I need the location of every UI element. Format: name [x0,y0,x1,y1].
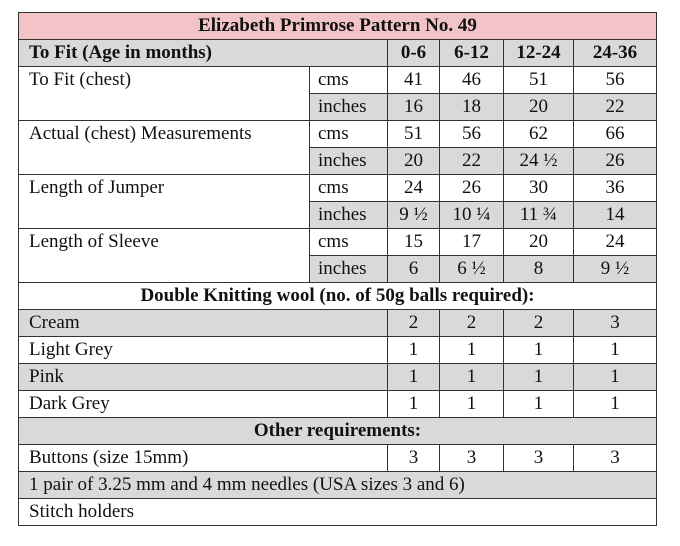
value-cell: 51 [388,121,440,148]
value-cell: 1 [574,391,657,418]
other-heading: Other requirements: [19,418,657,445]
value-cell: 1 [388,337,440,364]
value-cell: 26 [574,148,657,175]
needles-text: 1 pair of 3.25 mm and 4 mm needles (USA sizes 3 and 6) [19,472,657,499]
value-cell: 24 [388,175,440,202]
value-cell: 3 [388,445,440,472]
size-header-cell: 0-6 [388,40,440,67]
value-cell: 36 [574,175,657,202]
value-cell: 26 [440,175,504,202]
wool-heading-row [19,283,657,310]
value-cell: 6 ½ [440,256,504,283]
value-cell: 41 [388,67,440,94]
wool-row [19,337,657,364]
size-header-cell: 24-36 [574,40,657,67]
value-cell: 3 [574,445,657,472]
value-cell: 18 [440,94,504,121]
value-cell: 1 [440,364,504,391]
value-cell: 1 [504,337,574,364]
title-row [19,13,657,40]
value-cell: 46 [440,67,504,94]
measurement-label: Actual (chest) Measurements [19,121,310,175]
unit-cell: cms [310,175,388,202]
wool-label: Light Grey [19,337,388,364]
size-header-label: To Fit (Age in months) [19,40,388,67]
value-cell: 3 [504,445,574,472]
value-cell: 10 ¼ [440,202,504,229]
value-cell: 9 ½ [388,202,440,229]
size-header-cell: 6-12 [440,40,504,67]
value-cell: 20 [504,94,574,121]
measurement-row [19,121,657,148]
value-cell: 20 [504,229,574,256]
value-cell: 1 [440,391,504,418]
unit-cell: cms [310,229,388,256]
value-cell: 9 ½ [574,256,657,283]
value-cell: 1 [574,337,657,364]
buttons-row [19,445,657,472]
value-cell: 2 [388,310,440,337]
measurement-label: Length of Sleeve [19,229,310,283]
needles-row [19,472,657,499]
holders-row [19,499,657,526]
wool-row [19,391,657,418]
unit-cell: inches [310,202,388,229]
value-cell: 2 [504,310,574,337]
value-cell: 15 [388,229,440,256]
wool-label: Dark Grey [19,391,388,418]
wool-label: Cream [19,310,388,337]
wool-heading: Double Knitting wool (no. of 50g balls required): [19,283,657,310]
value-cell: 17 [440,229,504,256]
size-header-row [19,40,657,67]
pattern-title: Elizabeth Primrose Pattern No. 49 [19,13,657,40]
measurement-row [19,67,657,94]
value-cell: 22 [440,148,504,175]
value-cell: 14 [574,202,657,229]
holders-text: Stitch holders [19,499,657,526]
value-cell: 3 [574,310,657,337]
value-cell: 30 [504,175,574,202]
value-cell: 3 [440,445,504,472]
value-cell: 24 ½ [504,148,574,175]
value-cell: 1 [440,337,504,364]
unit-cell: inches [310,256,388,283]
value-cell: 20 [388,148,440,175]
value-cell: 1 [388,391,440,418]
other-heading-row [19,418,657,445]
value-cell: 56 [574,67,657,94]
value-cell: 11 ¾ [504,202,574,229]
value-cell: 1 [388,364,440,391]
size-header-cell: 12-24 [504,40,574,67]
wool-label: Pink [19,364,388,391]
value-cell: 1 [504,364,574,391]
value-cell: 1 [574,364,657,391]
wool-row [19,364,657,391]
value-cell: 24 [574,229,657,256]
unit-cell: cms [310,67,388,94]
measurement-label: To Fit (chest) [19,67,310,121]
value-cell: 62 [504,121,574,148]
buttons-label: Buttons (size 15mm) [19,445,388,472]
pattern-table-wrapper [18,12,657,526]
pattern-table [18,12,657,526]
wool-row [19,310,657,337]
unit-cell: inches [310,148,388,175]
value-cell: 16 [388,94,440,121]
unit-cell: cms [310,121,388,148]
value-cell: 6 [388,256,440,283]
measurement-row [19,175,657,202]
measurement-row [19,229,657,256]
unit-cell: inches [310,94,388,121]
value-cell: 1 [504,391,574,418]
value-cell: 8 [504,256,574,283]
value-cell: 2 [440,310,504,337]
measurement-label: Length of Jumper [19,175,310,229]
value-cell: 22 [574,94,657,121]
value-cell: 56 [440,121,504,148]
value-cell: 66 [574,121,657,148]
value-cell: 51 [504,67,574,94]
